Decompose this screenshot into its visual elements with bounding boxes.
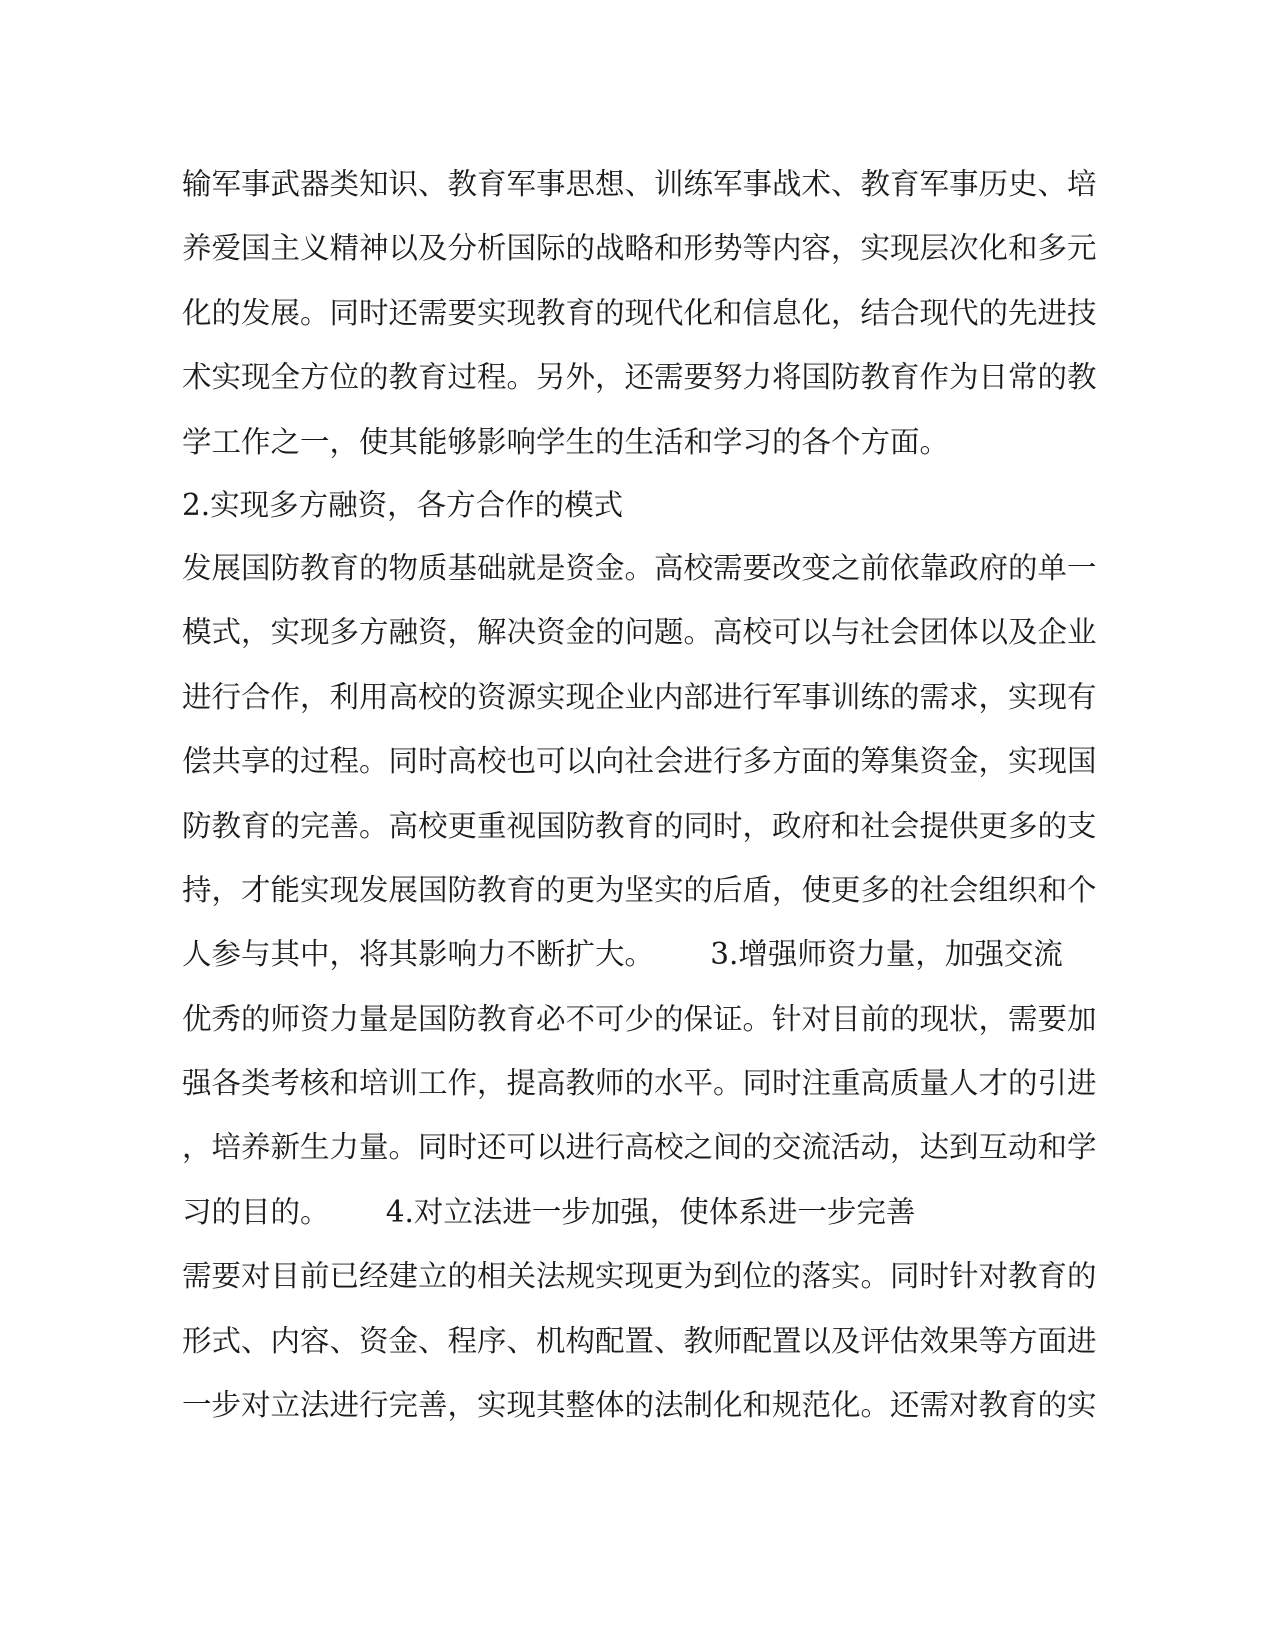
text-line: 优秀的师资力量是国防教育必不可少的保证。针对目前的现状，需要加 xyxy=(182,1001,1097,1036)
text-line: 形式、内容、资金、程序、机构配置、教师配置以及评估效果等方面进 xyxy=(182,1323,1097,1358)
body-text xyxy=(182,152,1097,1437)
text-line: 术实现全方位的教育过程。另外，还需要努力将国防教育作为日常的教 xyxy=(182,360,1097,395)
text-line: ，培养新生力量。同时还可以进行高校之间的交流活动，达到互动和学 xyxy=(182,1130,1097,1165)
text-line: 学工作之一，使其能够影响学生的生活和学习的各个方面。 xyxy=(182,424,950,459)
text-line: 防教育的完善。高校更重视国防教育的同时，政府和社会提供更多的支 xyxy=(182,808,1097,843)
text-line: 需要对目前已经建立的相关法规实现更为到位的落实。同时针对教育的 xyxy=(182,1259,1097,1294)
text-line: 进行合作，利用高校的资源实现企业内部进行军事训练的需求，实现有 xyxy=(182,679,1097,714)
text-line: 化的发展。同时还需要实现教育的现代化和信息化，结合现代的先进技 xyxy=(182,295,1097,330)
text-line: 强各类考核和培训工作，提高教师的水平。同时注重高质量人才的引进 xyxy=(182,1066,1097,1101)
text-line: 人参与其中，将其影响力不断扩大。 3.增强师资力量，加强交流 xyxy=(182,937,1063,972)
text-line: 一步对立法进行完善，实现其整体的法制化和规范化。还需对教育的实 xyxy=(182,1388,1097,1423)
text-line: 偿共享的过程。同时高校也可以向社会进行多方面的筹集资金，实现国 xyxy=(182,744,1097,779)
text-line: 输军事武器类知识、教育军事思想、训练军事战术、教育军事历史、培 xyxy=(182,167,1097,201)
text-line: 养爱国主义精神以及分析国际的战略和形势等内容，实现层次化和多元 xyxy=(182,231,1097,266)
text-line: 持，才能实现发展国防教育的更为坚实的后盾，使更多的社会组织和个 xyxy=(182,872,1097,907)
text-line: 习的目的。 4.对立法进一步加强，使体系进一步完善 xyxy=(182,1194,916,1229)
text-line: 发展国防教育的物质基础就是资金。高校需要改变之前依靠政府的单一 xyxy=(182,550,1097,585)
text-line: 模式，实现多方融资，解决资金的问题。高校可以与社会团体以及企业 xyxy=(182,615,1097,650)
section-heading: 2.实现多方融资，各方合作的模式 xyxy=(182,487,624,522)
